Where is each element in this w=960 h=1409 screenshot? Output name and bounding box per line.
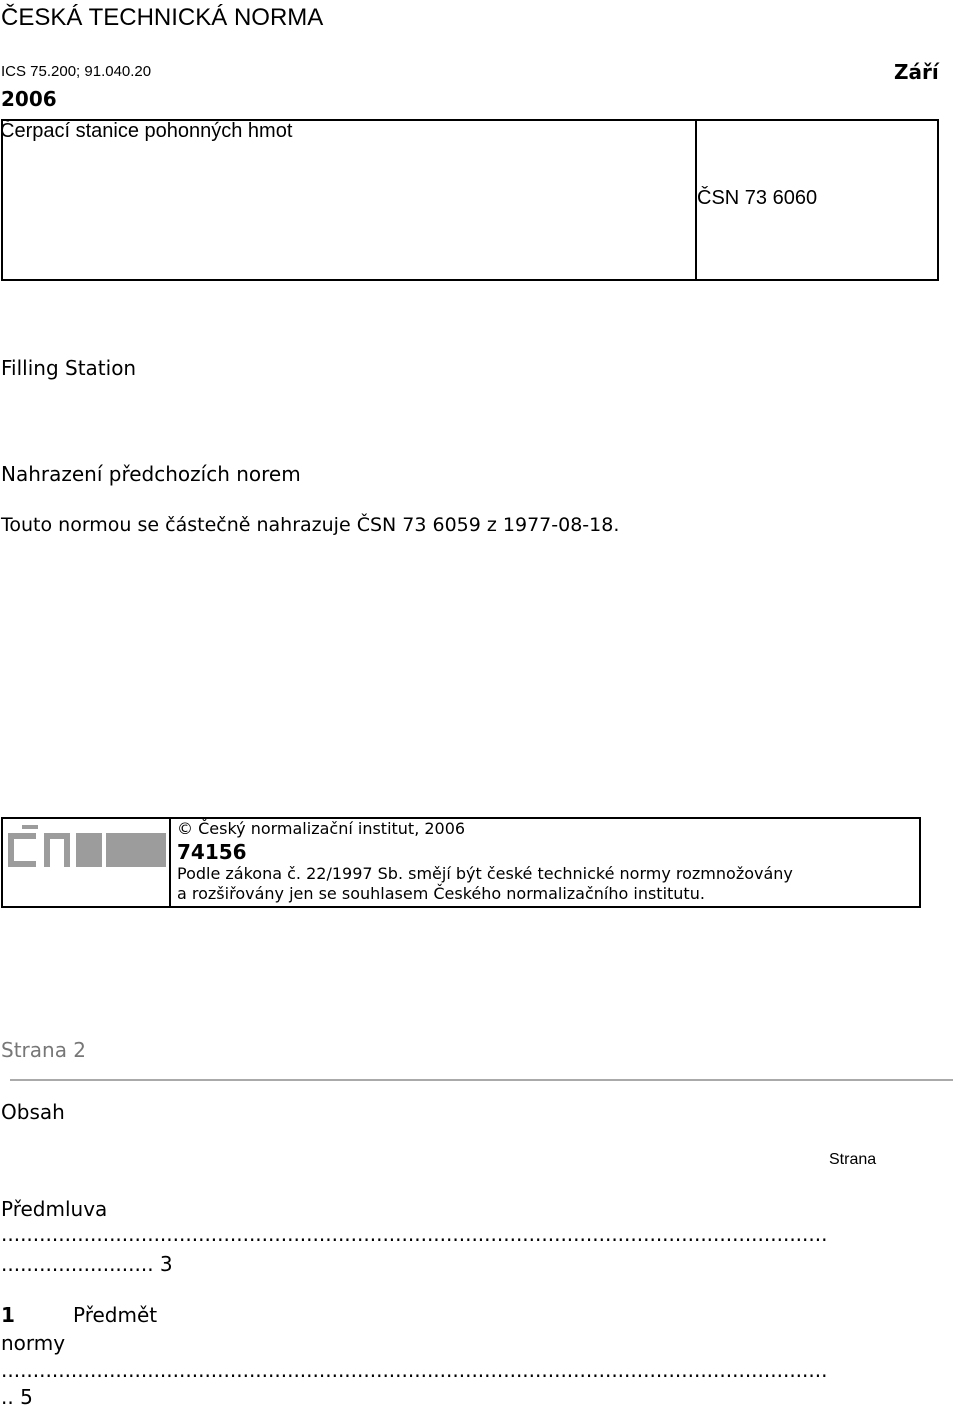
copyright-notice: © Český normalizační institut, 2006 [177,819,466,838]
toc-entry-leader: .................................................................................................................................. [1,1358,828,1382]
title-box [1,119,697,281]
contents-heading: Obsah [1,1100,65,1124]
toc-entry-page: ........................ 3 [1,1252,173,1276]
toc-entry-title-continuation: normy [1,1331,66,1355]
page-separator [10,1079,953,1081]
catalog-number: 74156 [177,840,247,864]
toc-entry-leader: .................................................................................................................................. [1,1222,828,1246]
replacement-heading: Nahrazení předchozích norem [1,462,301,486]
copyright-box-divider [169,817,171,908]
replacement-text: Touto normou se částečně nahrazuje ČSN 73 6059 z 1977-08-18. [1,514,620,536]
toc-entry-number: 1 [1,1303,15,1327]
czech-title: Čerpací stanice pohonných hmot [0,120,293,142]
publication-year: 2006 [1,87,57,111]
document-title: ČESKÁ TECHNICKÁ NORMA [1,4,324,31]
page-column-header: Strana [829,1151,877,1168]
cni-logo [8,825,166,869]
toc-entry-title: Předmluva [1,1197,108,1221]
standard-number: ČSN 73 6060 [697,187,818,209]
page-number-label: Strana 2 [1,1038,87,1062]
ics-code: ICS 75.200; 91.040.20 [1,63,152,80]
english-title: Filling Station [1,356,137,380]
toc-entry-page: .. 5 [1,1385,33,1409]
law-notice-line-1: Podle zákona č. 22/1997 Sb. smějí být české technické normy rozmnožovány [177,864,793,883]
publication-month: Září [894,60,939,84]
law-notice-line-2: a rozšiřovány jen se souhlasem Českého normalizačního institutu. [177,884,705,903]
toc-entry-title: Předmět [73,1303,158,1327]
